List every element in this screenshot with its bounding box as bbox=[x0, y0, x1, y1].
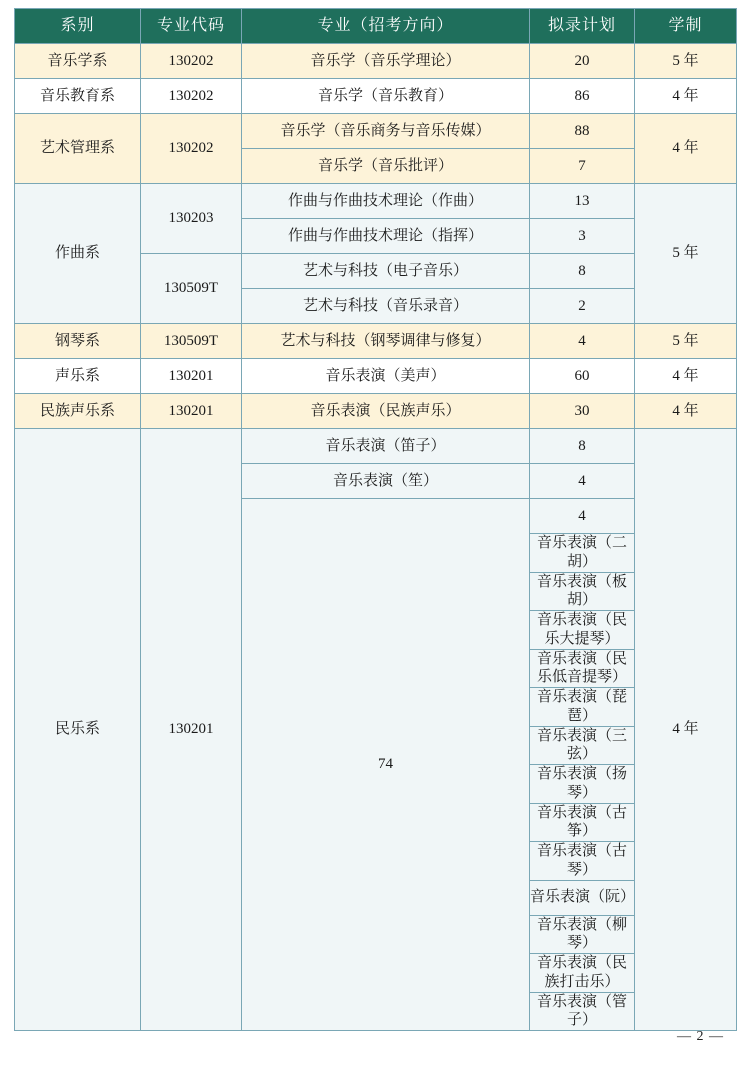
cell-dept: 声乐系 bbox=[15, 359, 141, 394]
cell-major: 作曲与作曲技术理论（作曲） bbox=[242, 184, 530, 219]
cell-major: 音乐表演（笛子） bbox=[242, 429, 530, 464]
cell-major: 音乐表演（琵琶） bbox=[530, 688, 635, 727]
cell-major: 音乐表演（二胡） bbox=[530, 534, 635, 573]
cell-major: 音乐表演（管子） bbox=[530, 992, 635, 1031]
cell-dept: 音乐教育系 bbox=[15, 79, 141, 114]
table-row bbox=[15, 184, 737, 219]
cell-quota: 60 bbox=[530, 359, 635, 394]
cell-dept: 民族声乐系 bbox=[15, 394, 141, 429]
table-row bbox=[15, 429, 737, 464]
table-row bbox=[15, 394, 737, 429]
cell-major: 音乐学（音乐学理论） bbox=[242, 44, 530, 79]
cell-major: 音乐表演（民乐低音提琴） bbox=[530, 649, 635, 688]
cell-quota: 30 bbox=[530, 394, 635, 429]
cell-major: 音乐表演（板胡） bbox=[530, 572, 635, 611]
cell-major: 音乐表演（古琴） bbox=[530, 842, 635, 881]
cell-code: 130201 bbox=[141, 394, 242, 429]
cell-quota: 7 bbox=[530, 149, 635, 184]
cell-years: 4 年 bbox=[635, 394, 737, 429]
cell-major: 音乐表演（古筝） bbox=[530, 803, 635, 842]
cell-quota: 4 bbox=[530, 324, 635, 359]
cell-quota: 88 bbox=[530, 114, 635, 149]
cell-major: 作曲与作曲技术理论（指挥） bbox=[242, 219, 530, 254]
cell-years: 5 年 bbox=[635, 44, 737, 79]
cell-dept: 艺术管理系 bbox=[15, 114, 141, 184]
cell-major: 音乐学（音乐商务与音乐传媒） bbox=[242, 114, 530, 149]
cell-years: 5 年 bbox=[635, 324, 737, 359]
column-header-years: 学制 bbox=[635, 9, 737, 44]
cell-quota: 3 bbox=[530, 219, 635, 254]
page-number: — 2 — bbox=[677, 1029, 724, 1044]
cell-major: 音乐表演（笙） bbox=[242, 464, 530, 499]
cell-code: 130202 bbox=[141, 44, 242, 79]
cell-code: 130201 bbox=[141, 429, 242, 1031]
cell-dept: 作曲系 bbox=[15, 184, 141, 324]
cell-major: 音乐表演（民族声乐） bbox=[242, 394, 530, 429]
cell-dept: 钢琴系 bbox=[15, 324, 141, 359]
cell-quota: 86 bbox=[530, 79, 635, 114]
cell-quota: 8 bbox=[530, 254, 635, 289]
cell-code: 130201 bbox=[141, 359, 242, 394]
cell-code: 130203 bbox=[141, 184, 242, 254]
table-row bbox=[15, 44, 737, 79]
cell-dept: 民乐系 bbox=[15, 429, 141, 1031]
cell-quota: 4 bbox=[530, 464, 635, 499]
cell-major: 音乐表演（民族打击乐） bbox=[530, 954, 635, 993]
cell-quota: 2 bbox=[530, 289, 635, 324]
cell-major: 音乐表演（柳琴） bbox=[530, 915, 635, 954]
cell-quota-total: 74 bbox=[242, 499, 530, 1031]
table-row bbox=[15, 359, 737, 394]
table-row bbox=[15, 114, 737, 149]
table-body bbox=[15, 44, 737, 1031]
cell-years: 4 年 bbox=[635, 359, 737, 394]
column-header-dept: 系别 bbox=[15, 9, 141, 44]
column-header-code: 专业代码 bbox=[141, 9, 242, 44]
cell-major: 艺术与科技（钢琴调律与修复） bbox=[242, 324, 530, 359]
cell-major: 音乐表演（阮） bbox=[530, 880, 635, 915]
cell-major: 音乐学（音乐教育） bbox=[242, 79, 530, 114]
cell-major: 音乐表演（美声） bbox=[242, 359, 530, 394]
cell-major: 艺术与科技（电子音乐） bbox=[242, 254, 530, 289]
cell-quota: 4 bbox=[530, 499, 635, 534]
column-header-quota: 拟录计划 bbox=[530, 9, 635, 44]
cell-major: 音乐表演（民乐大提琴） bbox=[530, 611, 635, 650]
cell-major: 音乐表演（三弦） bbox=[530, 726, 635, 765]
table-header-row bbox=[15, 9, 737, 44]
cell-quota: 13 bbox=[530, 184, 635, 219]
cell-code: 130202 bbox=[141, 114, 242, 184]
cell-quota: 8 bbox=[530, 429, 635, 464]
cell-code: 130202 bbox=[141, 79, 242, 114]
cell-quota: 20 bbox=[530, 44, 635, 79]
table-row bbox=[15, 324, 737, 359]
cell-dept: 音乐学系 bbox=[15, 44, 141, 79]
cell-code: 130509T bbox=[141, 254, 242, 324]
cell-years: 4 年 bbox=[635, 79, 737, 114]
cell-years: 4 年 bbox=[635, 429, 737, 1031]
cell-major: 音乐表演（扬琴） bbox=[530, 765, 635, 804]
table-row bbox=[15, 79, 737, 114]
cell-years: 4 年 bbox=[635, 114, 737, 184]
cell-code: 130509T bbox=[141, 324, 242, 359]
cell-major: 艺术与科技（音乐录音） bbox=[242, 289, 530, 324]
column-header-major: 专业（招考方向） bbox=[242, 9, 530, 44]
cell-years: 5 年 bbox=[635, 184, 737, 324]
enrollment-plan-table bbox=[14, 8, 737, 1031]
cell-major: 音乐学（音乐批评） bbox=[242, 149, 530, 184]
